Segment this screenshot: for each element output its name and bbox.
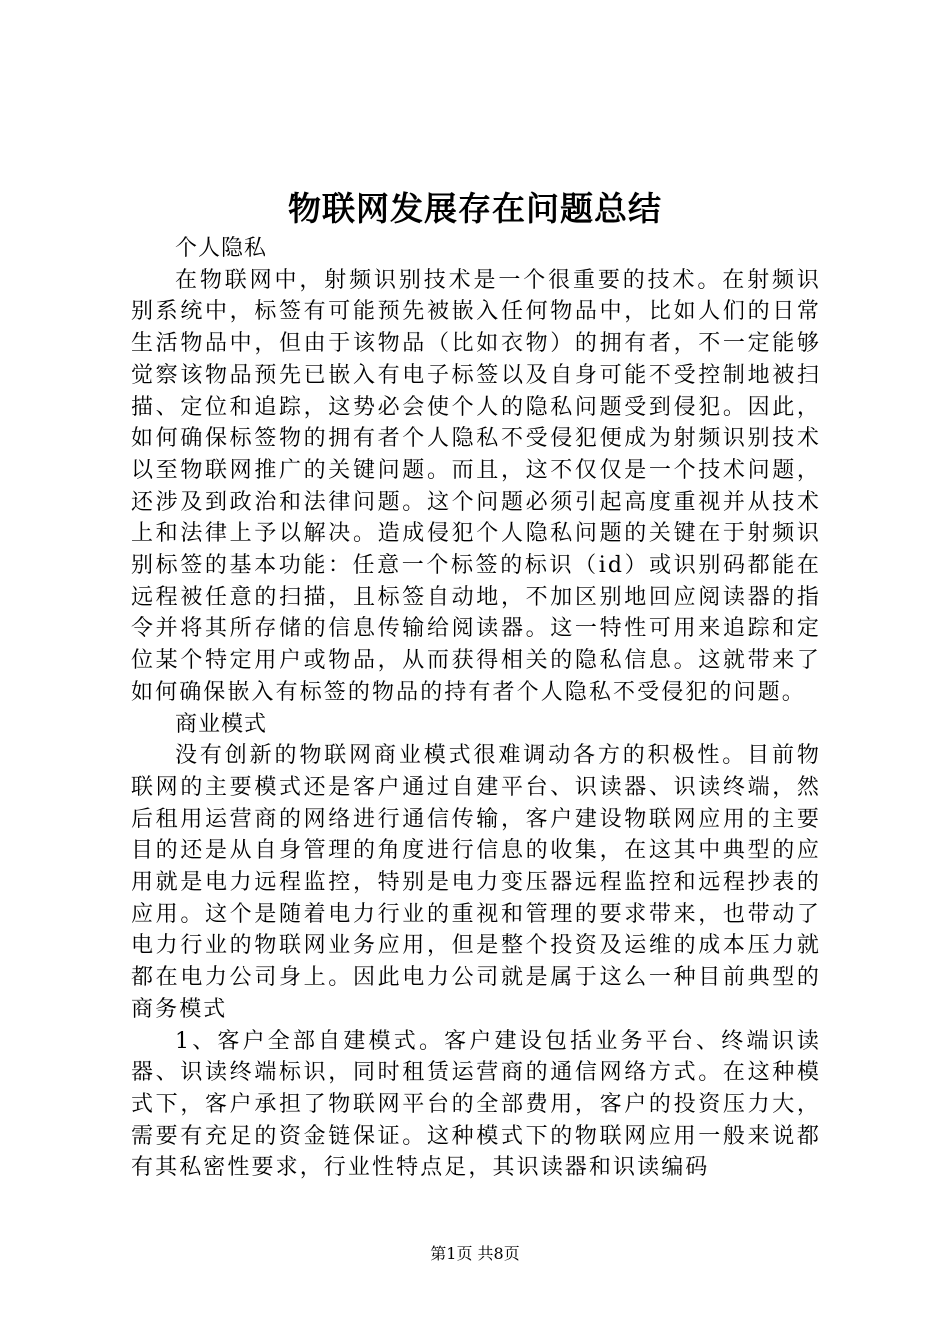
- paragraph-privacy: 在物联网中，射频识别技术是一个很重要的技术。在射频识别系统中，标签有可能预先被嵌入任何物品中，比如人们的日常生活物品中，但由于该物品（比如衣物）的拥有者，不一定能够觉察该物品预先已嵌入有电子标签以及自身可能不受控制地被扫描、定位和追踪，这势必会使个人的隐私问题受到侵犯。因此，如何确保标签物的拥有者个人隐私不受侵犯便成为射频识别技术以至物联网推广的关键问题。而且，这不仅仅是一个技术问题，还涉及到政治和法律问题。这个问题必须引起高度重视并从技术上和法律上予以解决。造成侵犯个人隐私问题的关键在于射频识别标签的基本功能：任意一个标签的标识（id）或识别码都能在远程被任意的扫描，且标签自动地，不加区别地回应阅读器的指令并将其所存储的信息传输给阅读器。这一特性可用来追踪和定位某个特定用户或物品，从而获得相关的隐私信息。这就带来了如何确保嵌入有标签的物品的持有者个人隐私不受侵犯的问题。: [131, 267, 821, 705]
- document-title: 物联网发展存在问题总结: [288, 189, 662, 228]
- paragraph-business-model: 没有创新的物联网商业模式很难调动各方的积极性。目前物联网的主要模式还是客户通过自建平台、识读器、识读终端，然后租用运营商的网络进行通信传输，客户建设物联网应用的主要目的还是从自身管理的角度进行信息的收集，在这其中典型的应用就是电力远程监控，特别是电力变压器远程监控和远程抄表的应用。这个是随着电力行业的重视和管理的要求带来，也带动了电力行业的物联网业务应用，但是整个投资及运维的成本压力就都在电力公司身上。因此电力公司就是属于这么一种目前典型的商务模式: [131, 743, 821, 1022]
- document-body: [131, 233, 821, 1184]
- paragraph-self-built-model: 1、客户全部自建模式。客户建设包括业务平台、终端识读器、识读终端标识，同时租赁运营商的通信网络方式。在这种模式下，客户承担了物联网平台的全部费用，客户的投资压力大，需要有充足的资金链保证。这种模式下的物联网应用一般来说都有其私密性要求，行业性特点足，其识读器和识读编码: [131, 1028, 821, 1181]
- section-heading-privacy: 个人隐私: [175, 236, 268, 261]
- page-number-footer: 第1页 共8页: [430, 1244, 520, 1263]
- section-heading-business-model: 商业模式: [175, 711, 268, 737]
